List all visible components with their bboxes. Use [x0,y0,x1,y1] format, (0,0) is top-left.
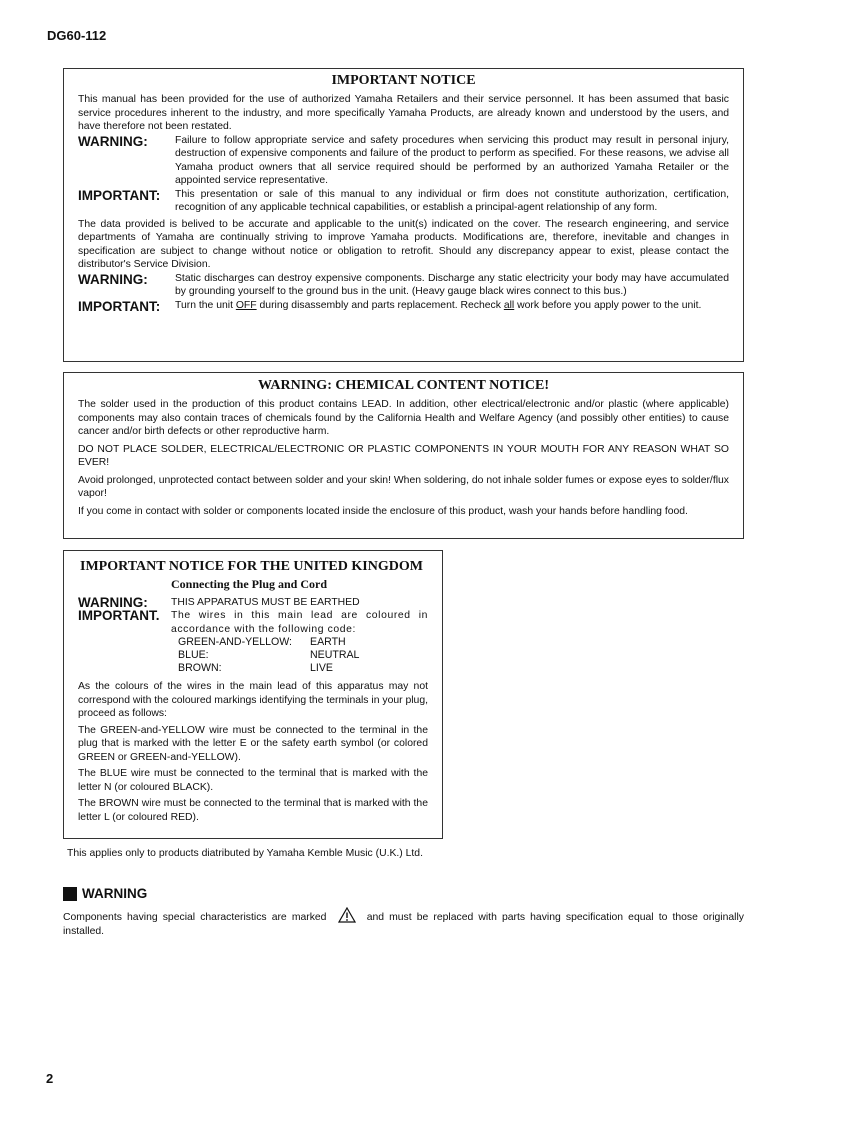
wire-color: GREEN-AND-YELLOW: [178,636,293,648]
warning-row-1 [78,134,729,188]
black-square-icon [63,887,77,901]
important-row-2 [78,299,729,314]
uk-p4: The BROWN wire must be connected to the terminal that is marked with the letter L (or coloured RED). [78,798,428,823]
power-off-text-pre: Turn the unit [175,299,233,311]
wire-meaning: EARTH [310,636,346,648]
uk-important-row [78,609,428,636]
power-off-text [175,299,729,314]
uk-p2: The GREEN-and-YELLOW wire must be connected to the terminal in the plug that is marked with the letter E or the safety earth symbol (or colored GREEN or GREEN-and-YELLOW). [78,724,428,763]
static-warning-text: Static discharges can destroy expensive components. Discharge any static electricity your body may have accumulated by grounding yourself to the ground bus in the unit. (Heavy gauge black wires connect to this bus.) [175,272,729,297]
warning-text-post: and must be replaced with parts having specification equal to those originally installed. [63,912,744,937]
wire-color: BROWN: [178,662,222,674]
important-notice-box [63,68,744,362]
wire-meaning: LIVE [310,662,333,674]
warning-label: WARNING: [78,595,148,610]
warning-text-pre: Components having special characteristics are marked [63,912,327,923]
uk-important-text: The wires in this main lead are coloured in accordance with the following code: [171,610,428,635]
uk-notice-title: IMPORTANT NOTICE FOR THE UNITED KINGDOM [80,559,423,574]
off-underlined: OFF [235,299,257,311]
chemical-p2: DO NOT PLACE SOLDER, ELECTRICAL/ELECTRONIC OR PLASTIC COMPONENTS IN YOUR MOUTH FOR ANY REASON WHAT SO EVER! [78,443,729,468]
uk-p1: As the colours of the wires in the main lead of this apparatus may not correspond with the coloured markings identifying the terminals in your plug, proceed as follows: [78,681,428,719]
model-number: DG60-112 [47,28,107,43]
uk-p3: The BLUE wire must be connected to the terminal that is marked with the letter N (or coloured BLACK). [78,768,428,793]
warning-row-2 [78,272,729,299]
power-off-text-post: work before you apply power to the unit. [517,299,702,311]
wire-row [178,649,428,662]
important-row-1 [78,188,729,215]
wire-color: BLUE: [178,649,209,661]
warning-label: WARNING: [78,271,148,287]
data-accuracy-text: The data provided is belived to be accurate and applicable to the unit(s) indicated on the cover. The research engineering, and service departments of Yamaha are continually striving to improve Yamaha products. Modifications are, therefore, inevitable and changes in specification are subject to change without notice or obligation to retrofit. Should any discrepancy appear to exist, please contact the distributor's Service Division. [78,218,729,270]
uk-applies-note: This applies only to products diatributed by Yamaha Kemble Music (U.K.) Ltd. [67,848,423,859]
notice-intro: This manual has been provided for the use of authorized Yamaha Retailers and their service personnel. It has been assumed that basic service procedures inherent to the industry, and more specifically Yamaha Products, are already known and understood by the users, and have therefore not been restated. [78,94,729,132]
page-number: 2 [46,1071,54,1086]
uk-warning-text: THIS APPARATUS MUST BE EARTHED [171,597,360,608]
chemical-notice-title: WARNING: CHEMICAL CONTENT NOTICE! [257,378,550,393]
warning-heading-text: WARNING [82,886,148,901]
important-label: IMPORTANT: [78,298,161,314]
wire-color-code-list [178,636,428,675]
wire-row [178,636,428,649]
uk-notice-subtitle: Connecting the Plug and Cord [171,577,328,591]
important-text: This presentation or sale of this manual to any individual or firm does not constitute authorization, certification, recognition of any applicable technical capabilities, or establish a principal-agent relationship of any form. [175,188,729,213]
important-notice-title: IMPORTANT NOTICE [331,73,476,88]
warning-text: Failure to follow appropriate service and safety procedures when servicing this product may result in personal injury, destruction of expensive components and failure of the product to perform as specified. For these reasons, we advise all Yamaha product owners that all service required should be performed by an authorized Yamaha Retailer or the appointed service representative. [175,134,729,186]
warning-section-heading [63,886,147,901]
wire-meaning: NEUTRAL [310,649,360,661]
all-underlined: all [503,299,515,311]
chemical-p1: The solder used in the production of this product contains LEAD. In addition, other electrical/electronic and/or plastic (where applicable) components may also contain traces of chemicals found by the California Health and Welfare Agency (and possibly other entities) to cause cancer and/or birth defects or other reproductive harm. [78,399,729,437]
chemical-p3: Avoid prolonged, unprotected contact between solder and your skin! When soldering, do not inhale solder fumes or expose eyes to solder/flux vapor! [78,474,729,499]
important-label: IMPORTANT. [78,608,160,623]
uk-notice-box [63,550,443,839]
chemical-p4: If you come in contact with solder or components located inside the enclosure of this product, wash your hands before handling food. [78,505,688,517]
important-label: IMPORTANT: [78,187,161,203]
wire-row [178,662,428,675]
warning-section-text [63,907,744,938]
warning-triangle-icon [338,907,356,923]
chemical-notice-box [63,372,744,539]
power-off-text-mid: during disassembly and parts replacement. Recheck [259,299,501,311]
warning-label: WARNING: [78,133,148,149]
